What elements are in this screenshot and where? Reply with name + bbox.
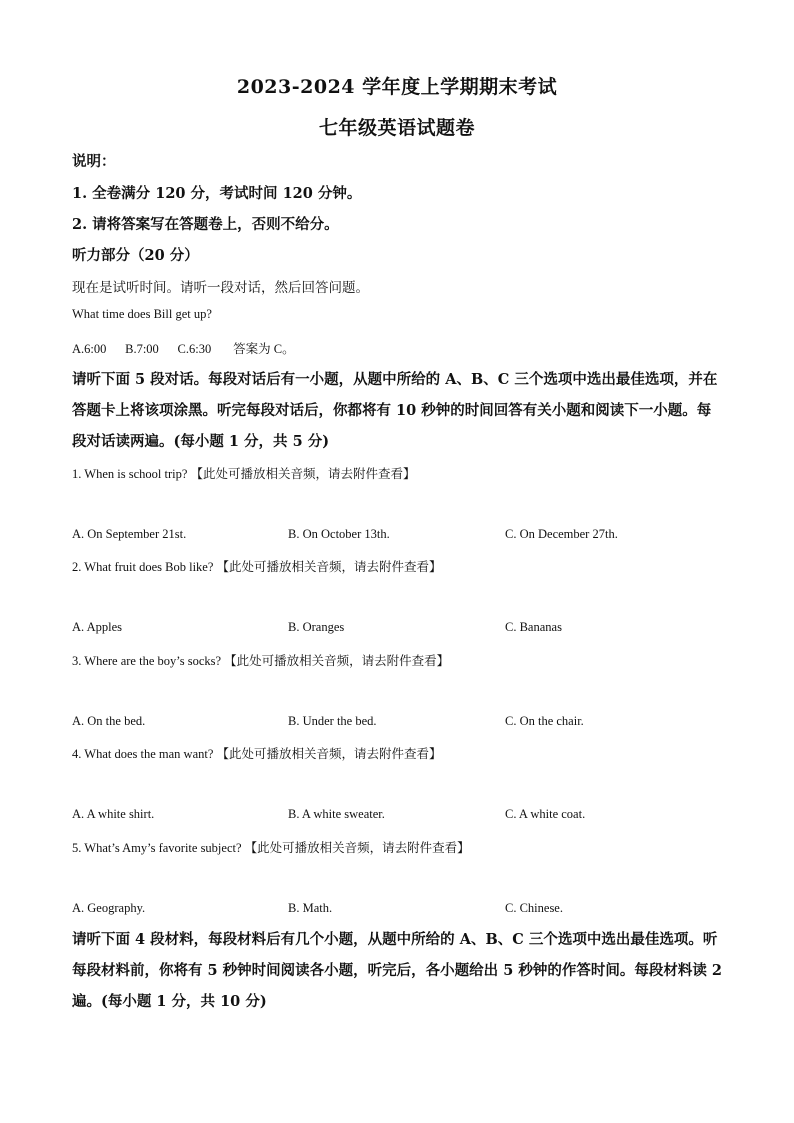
part2-directions: 请听下面 4 段材料，每段材料后有几个小题，从题中所给的 A、B、C 三个选项中选出最佳选项。听每段材料前，你将有 5 秒钟时间阅读各小题，听完后，各小题给出 5 秒钟的作答时间。每段材料读 2 遍。(每小题 1 分，共 10 分) bbox=[72, 931, 723, 1010]
trial-question: What time does Bill get up? bbox=[72, 307, 212, 321]
option-b: B. Math. bbox=[288, 901, 333, 915]
option-a: A. On September 21st. bbox=[72, 527, 187, 541]
instructions-heading: 说明： bbox=[72, 153, 116, 170]
exam-title: 2023-2024 学年度上学期期末考试 bbox=[236, 76, 558, 98]
question-stem: 5. What’s Amy’s favorite subject? 【此处可播放相关音频，请去附件查看】 bbox=[72, 841, 470, 855]
option-a: A. A white shirt. bbox=[72, 807, 155, 821]
trial-intro: 现在是试听时间。请听一段对话，然后回答问题。 bbox=[72, 280, 369, 295]
listening-section-title: 听力部分（20 分） bbox=[72, 247, 199, 264]
option-b: B. Oranges bbox=[288, 620, 345, 634]
question-stem: 2. What fruit does Bob like? 【此处可播放相关音频，请去附件查看】 bbox=[72, 560, 442, 574]
option-c: C. Chinese. bbox=[505, 901, 563, 915]
question-stem: 1. When is school trip? 【此处可播放相关音频，请去附件查看】 bbox=[72, 467, 416, 481]
option-c: C. Bananas bbox=[505, 620, 562, 634]
question-stem: 3. Where are the boy’s socks? 【此处可播放相关音频，请去附件查看】 bbox=[72, 654, 450, 668]
option-c: C. On the chair. bbox=[505, 714, 584, 728]
option-a: A. Geography. bbox=[72, 901, 146, 915]
option-a: A. On the bed. bbox=[72, 714, 146, 728]
exam-subtitle: 七年级英语试题卷 bbox=[318, 117, 475, 139]
option-b: B. A white sweater. bbox=[288, 807, 385, 821]
option-b: B. Under the bed. bbox=[288, 714, 377, 728]
question-stem: 4. What does the man want? 【此处可播放相关音频，请去附件查看】 bbox=[72, 747, 442, 761]
option-b: B. On October 13th. bbox=[288, 527, 390, 541]
option-c: C. A white coat. bbox=[505, 807, 586, 821]
part1-directions: 请听下面 5 段对话。每段对话后有一小题，从题中所给的 A、B、C 三个选项中选出最佳选项，并在答题卡上将该项涂黑。听完每段对话后，你都将有 10 秒钟的时间回答有关小题和阅读下一小题。每段对话读两遍。(每小题 1 分，共 5 分) bbox=[72, 371, 718, 450]
option-c: C. On December 27th. bbox=[505, 527, 618, 541]
instruction-item: 2. 请将答案写在答题卷上，否则不给分。 bbox=[72, 216, 339, 233]
instruction-item: 1. 全卷满分 120 分，考试时间 120 分钟。 bbox=[72, 185, 362, 202]
option-a: A. Apples bbox=[72, 620, 122, 634]
trial-options: A.6:00 B.7:00 C.6:30 答案为 C。 bbox=[72, 342, 295, 356]
